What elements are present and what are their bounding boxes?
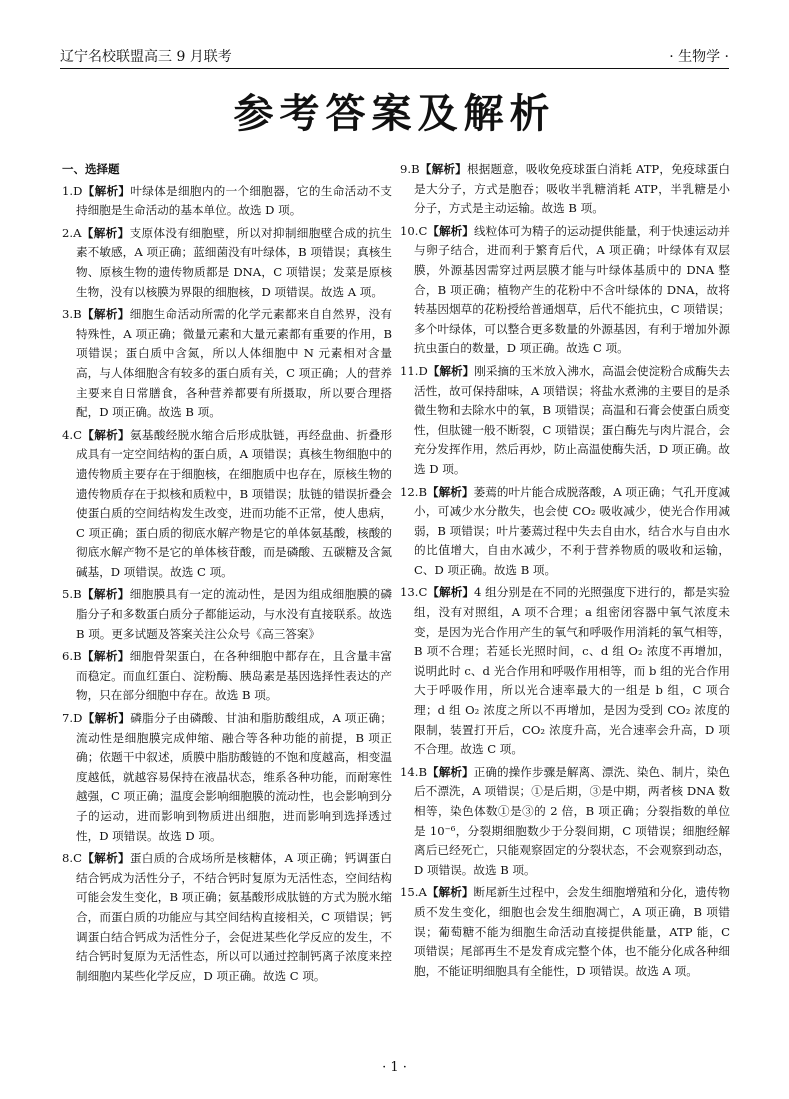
subject-label: · 生物学 · (669, 49, 729, 65)
question-number: 4. (62, 427, 74, 442)
analysis-tag: 【解析】 (81, 307, 130, 322)
analysis-tag: 【解析】 (82, 711, 131, 726)
section-heading: 一、选择题 (62, 162, 120, 176)
answer-letter: D (73, 711, 83, 726)
analysis-tag: 【解析】 (81, 649, 130, 664)
analysis-tag: 【解析】 (81, 427, 130, 442)
analysis-tag: 【解析】 (81, 851, 130, 866)
answer-item (400, 160, 730, 219)
question-number: 5. (62, 587, 74, 602)
question-number: 7. (62, 711, 74, 726)
answer-letter: A (73, 225, 82, 240)
analysis-text: 氨基酸经脱水缩合后形成肽链，再经盘曲、折叠形成具有一定空间结构的蛋白质，A 项错误；真核生物细胞中的遗传物质主要存在于细胞核，在细胞质中也存在，原核生物的遗传物质存在于拟核和质粒中，B 项错误；肽链的错误折叠会使蛋白质的空间结构发生改变，进而功能不正常，使人患病，C 项正确；蛋白质的彻底水解产物是它的单体氨基酸，核酸的彻底水解产物不是它的单体核苷酸，而是磷酸、五碳糖及含氮碱基，D 项错误。故选 C 项。 (76, 427, 392, 579)
page-title: 参考答案及解析 (233, 91, 556, 137)
answer-letter: C (418, 223, 428, 238)
question-number: 2. (62, 225, 74, 240)
answer-item (400, 222, 730, 359)
answer-letter: B (418, 764, 427, 779)
answer-item (62, 585, 392, 644)
answer-letter: C (73, 851, 82, 866)
analysis-text: 细胞骨架蛋白，在各种细胞中都存在，且含量丰富而稳定。而血红蛋白、淀粉酶、胰岛素是基因选择性表达的产物，只在部分细胞中存在。故选 B 项。 (76, 649, 392, 703)
question-number: 13. (400, 585, 419, 600)
answer-item (400, 883, 730, 981)
answer-letter: C (73, 427, 82, 442)
analysis-text: 正确的操作步骤是解离、漂洗、染色、制片，染色后不漂洗，A 项错误；①是后期，③是中期，两者核 DNA 数相等，染色体数①是③的 2 倍，B 项正确；分裂指数的单位是 10⁻⁶，分裂期细胞数少于分裂间期，C 项错误；细胞经解离后已经死亡，只能观察固定的分裂状态，不会观察到动态，D 项错误。故选 B 项。 (414, 764, 730, 877)
analysis-tag: 【解析】 (426, 885, 474, 900)
answer-letter: B (73, 587, 82, 602)
analysis-tag: 【解析】 (426, 484, 474, 499)
analysis-text: 细胞生命活动所需的化学元素都来自自然界，没有特殊性，A 项正确；微量元素和大量元素都有重要的作用，B 项错误；蛋白质中含氮，所以人体细胞中 N 元素相对含量高，与人体细胞含有较多的蛋白质有关，C 项正确；人的营养主要来自日常膳食，各种营养都要有所摄取，所以要合理搭配，D 项正确。故选 B 项。 (76, 307, 392, 420)
analysis-text: 支原体没有细胞壁，所以对抑制细胞壁合成的抗生素不敏感，A 项正确；蓝细菌没有叶绿体，B 项错误；真核生物、原核生物的遗传物质都是 DNA，C 项错误；发菜是原核生物，没有以核膜为界限的细胞核，D 项错误。故选 A 项。 (76, 225, 392, 299)
answer-letter: B (73, 307, 82, 322)
analysis-text: 根据题意，吸收免疫球蛋白消耗 ATP，免疫球蛋白是大分子，方式是胞吞；吸收半乳糖消耗 ATP，半乳糖是小分子，方式是主动运输。故选 B 项。 (414, 162, 730, 216)
question-number: 1. (62, 183, 74, 198)
analysis-text: 蛋白质的合成场所是核糖体，A 项正确；钙调蛋白结合钙成为活性分子，不结合钙时复原为无活性态，空间结构可能会发生变化，B 项正确；氨基酸形成肽链的方式为脱水缩合，而蛋白质的功能应与其空间结构直接相关，C 项错误；钙调蛋白结合钙成为活性分子，会促进某些化学反应的发生，不结合钙时复原为无活性态，所以可以通过控制钙离子浓度来控制细胞内某些化学反应，D 项正确。故选 C 项。 (76, 851, 392, 983)
analysis-tag: 【解析】 (419, 162, 467, 176)
header-rule (60, 68, 729, 69)
question-number: 9. (400, 162, 412, 176)
page-header (60, 44, 729, 66)
answer-letter: C (418, 585, 428, 600)
analysis-tag: 【解析】 (427, 585, 475, 600)
question-number: 15. (400, 885, 419, 900)
question-number: 12. (400, 484, 419, 499)
question-number: 10. (400, 223, 419, 238)
answer-letter: B (73, 649, 82, 664)
answer-item (62, 647, 392, 706)
analysis-tag: 【解析】 (81, 587, 130, 602)
analysis-tag: 【解析】 (81, 225, 130, 240)
answer-letter: B (411, 162, 420, 176)
answer-item (400, 763, 730, 881)
answer-item (400, 583, 730, 759)
exam-name: 辽宁名校联盟高三 9 月联考 (60, 49, 232, 65)
question-number: 11. (400, 363, 419, 378)
answer-letter: D (73, 183, 83, 198)
answer-item (62, 426, 392, 583)
question-number: 8. (62, 851, 74, 866)
answer-letter: D (418, 363, 428, 378)
analysis-text: 萎蔫的叶片能合成脱落酸，A 项正确；气孔开度减小，可减少水分散失，也会使 CO₂ 吸收减少，使光合作用减弱，B 项错误；叶片萎蔫过程中失去自由水，结合水与自由水的比值增大，自由水减少，不利于营养物质的吸收和运输，C、D 项正确。故选 B 项。 (414, 484, 730, 577)
analysis-tag: 【解析】 (427, 363, 475, 378)
right-column (400, 160, 730, 984)
answer-item (62, 709, 392, 846)
analysis-tag: 【解析】 (427, 223, 474, 238)
answer-item (62, 849, 392, 986)
analysis-text: 刚采摘的玉米放入沸水，高温会使淀粉合成酶失去活性，故可保持甜味，A 项错误；将盐水煮沸的主要目的是杀微生物和去除水中的氧，B 项错误；高温和石膏会使蛋白质变性，但肽键一般不断裂，C 项错误；蛋白酶先与肉片混合，会充分发挥作用，然后再炒，防止高温使酶失活，D 项正确。故选 D 项。 (414, 363, 730, 476)
answer-item (62, 182, 392, 221)
analysis-tag: 【解析】 (82, 183, 131, 198)
analysis-text: 磷脂分子由磷酸、甘油和脂肪酸组成，A 项正确；流动性是细胞膜完成伸缩、融合等各种功能的前提，B 项正确；依题干中叙述，质膜中脂肪酸链的不饱和度越高，相变温度越低，就越容易保持在液晶状态，维系各种功能，而耐寒性越强，C 项正确；温度会影响细胞膜的流动性，也会影响到分子的运动，进而影响到物质进出细胞，进而影响到选择透过性，D 项错误。故选 D 项。 (76, 711, 392, 843)
answer-letter: A (418, 885, 427, 900)
analysis-text: 断尾新生过程中，会发生细胞增殖和分化，遗传物质不发生变化，细胞也会发生细胞凋亡，A 项正确，B 项错误；葡萄糖不能为细胞生命活动直接提供能量，ATP 能，C 项错误；尾部再生不是发育成完整个体，也不能分化成各种细胞，不能证明细胞具有全能性，D 项错误。故选 A 项。 (414, 885, 730, 978)
answer-item (62, 224, 392, 302)
question-number: 6. (62, 649, 74, 664)
analysis-text: 细胞膜具有一定的流动性，是因为组成细胞膜的磷脂分子和多数蛋白质分子都能运动，与水没有直接联系。故选 B 项。更多试题及答案关注公众号《高三答案》 (76, 587, 392, 641)
analysis-text: 线粒体可为精子的运动提供能量，利于快速运动并与卵子结合，进而利于繁育后代，A 项正确；叶绿体有双层膜，外源基因需穿过两层膜才能与叶绿体基质中的 DNA 整合，B 项正确；植物产生的花粉中不含叶绿体的 DNA，故将转基因烟草的花粉授给普通烟草，后代不能抗虫，C 项错误；多个叶绿体，可以整合更多数量的外源基因，有利于增加外源抗虫蛋白的数量，D 项正确。故选 C 项。 (414, 223, 730, 356)
left-column (62, 160, 392, 989)
analysis-text: 叶绿体是细胞内的一个细胞器，它的生命活动不支持细胞是生命活动的基本单位。故选 D 项。 (76, 183, 392, 218)
answer-item (400, 362, 730, 480)
answer-letter: B (418, 484, 427, 499)
question-number: 3. (62, 307, 74, 322)
answer-item (62, 305, 392, 423)
page-number: · 1 · (382, 1060, 407, 1075)
analysis-text: 4 组分别是在不同的光照强度下进行的，都是实验组，没有对照组，A 项不合理；a 组密闭容器中氧气浓度未变，是因为光合作用产生的氧气和呼吸作用消耗的氧气相等，B 项不合理；若延长光照时间，c、d 组 O₂ 浓度不再增加，说明此时 c、d 光合作用和呼吸作用相等，而 b 组的光合作用大于呼吸作用，所以光合速率最大的一组是 b 组，C 项合理；d 组 O₂ 浓度之所以不再增加，是因为受到 CO₂ 浓度的限制，装置打开后，CO₂ 浓度升高，光合速率会升高，D 项不合理。故选 C 项。 (414, 585, 730, 757)
analysis-tag: 【解析】 (426, 764, 474, 779)
answer-item (400, 483, 730, 581)
question-number: 14. (400, 764, 419, 779)
